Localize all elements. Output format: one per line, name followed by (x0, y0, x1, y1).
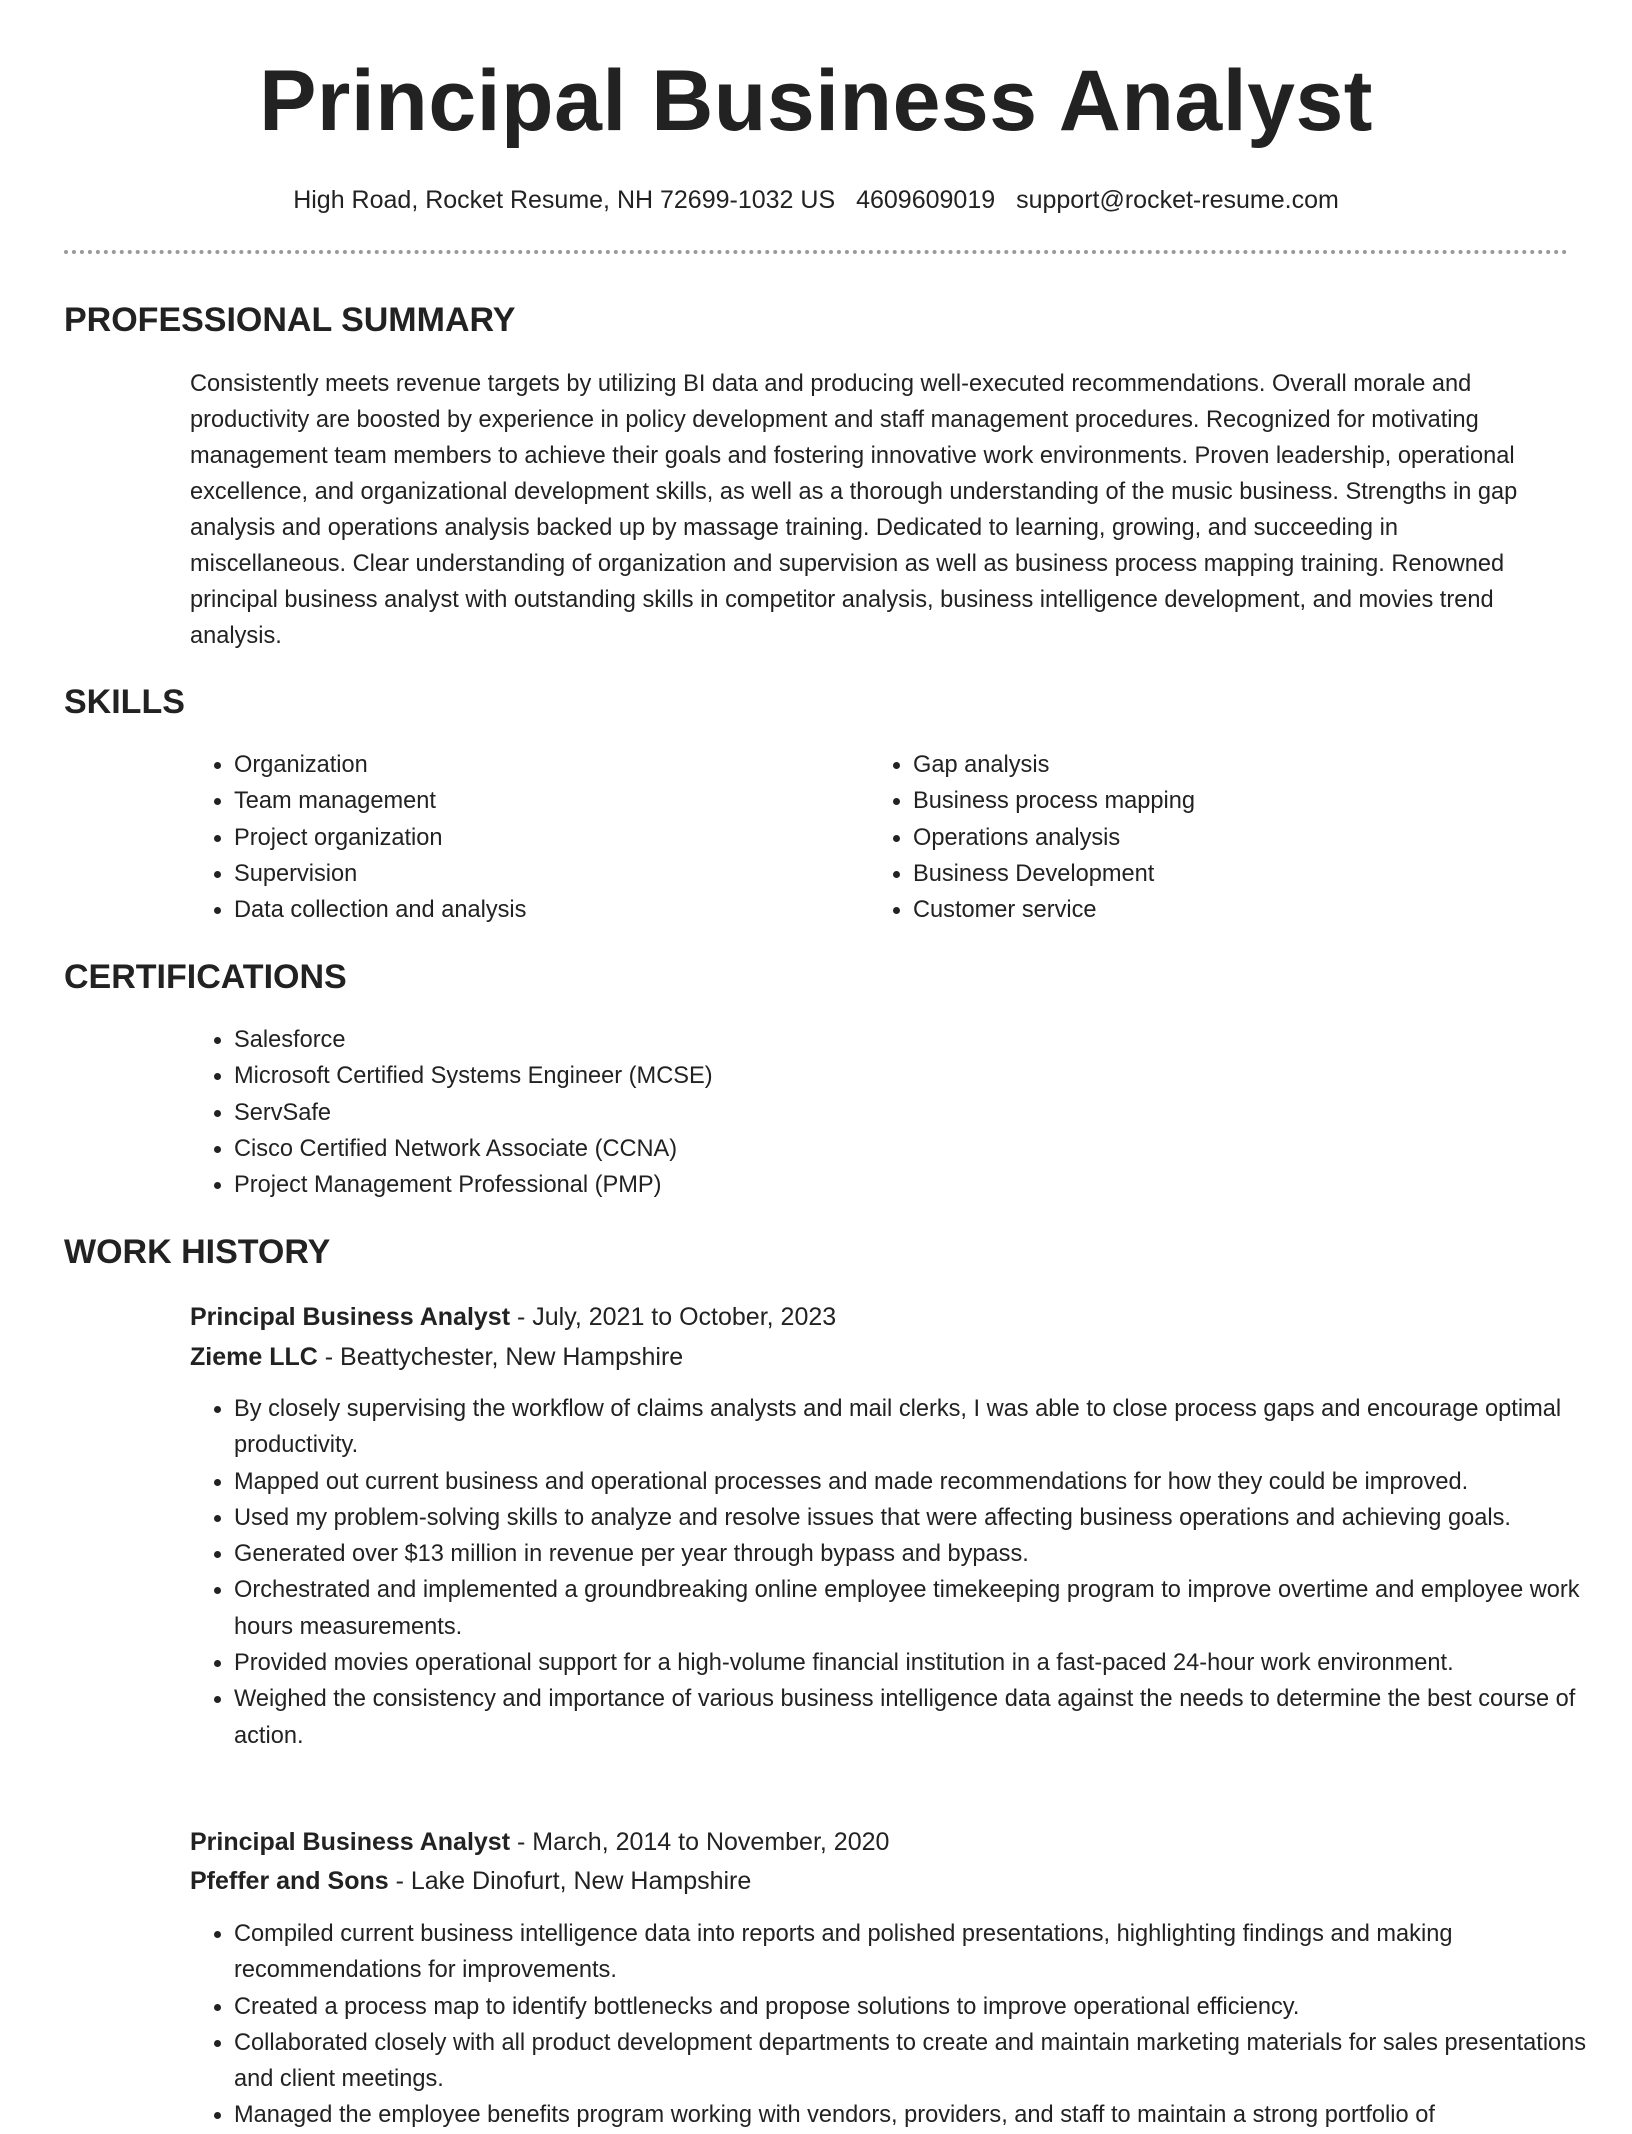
list-item: • Generated over $13 million in revenue per year through bypass and bypass. (234, 1536, 1614, 1572)
list-item: • Compiled current business intelligence data into reports and polished presentations, highlighting findings and making recommendations for improvements. (234, 1916, 1614, 1989)
list-item: • Project Management Professional (PMP) (234, 1167, 1534, 1203)
contact-address: High Road, Rocket Resume, NH 72699-1032 US (293, 186, 836, 214)
job-title-line (190, 1822, 889, 1862)
summary-text: Consistently meets revenue targets by utilizing BI data and producing well-executed recommendations. Overall morale and productivity are boosted by experience in policy development and staff management procedures. Recognized for motivating management team members to achieve their goals and fostering innovative work environments. Proven leadership, operational excellence, and organizational development skills, as well as a thorough understanding of the music business. Strengths in gap analysis and operations analysis backed up by massage training. Dedicated to learning, growing, and succeeding in miscellaneous. Clear understanding of organization and supervision as well as business process mapping training. Renowned principal business analyst with outstanding skills in competitor analysis, business intelligence development, and movies trend analysis. (190, 371, 1518, 649)
list-item: • Salesforce (234, 1022, 1534, 1058)
contact-phone: 4609609019 (856, 186, 996, 214)
contact-email: support@rocket-resume.com (1016, 186, 1339, 214)
section-title-certifications: CERTIFICATIONS (64, 958, 347, 996)
list-item: • Used my problem-solving skills to analyze and resolve issues that were affecting business operations and achieving goals. (234, 1500, 1614, 1536)
contact-line (0, 182, 1632, 218)
list-item: • Operations analysis (913, 820, 1573, 856)
list-item: • Gap analysis (913, 747, 1573, 783)
job-company: Pfeffer and Sons (190, 1867, 389, 1895)
job-dates: - March, 2014 to November, 2020 (510, 1828, 890, 1856)
skills-list-left (190, 747, 874, 928)
list-item: • Organization (234, 747, 874, 783)
job-role: Principal Business Analyst (190, 1828, 511, 1856)
list-item: • Cisco Certified Network Associate (CCNA) (234, 1131, 1534, 1167)
job-dates: - July, 2021 to October, 2023 (510, 1303, 837, 1331)
job-company-line (190, 1337, 683, 1377)
list-item: • ServSafe (234, 1095, 1534, 1131)
job-location: - Beattychester, New Hampshire (317, 1343, 684, 1371)
list-item: • Team management (234, 783, 874, 819)
list-item: • Collaborated closely with all product development departments to create and maintain marketing materials for sales presentations and client meetings. (234, 2025, 1614, 2098)
job-role: Principal Business Analyst (190, 1303, 511, 1331)
list-item: • By closely supervising the workflow of claims analysts and mail clerks, I was able to close process gaps and encourage optimal productivity. (234, 1391, 1614, 1464)
job-bullets (190, 1391, 1614, 1754)
job-company-line (190, 1861, 751, 1901)
list-item: • Orchestrated and implemented a groundbreaking online employee timekeeping program to improve overtime and employee work hours measurements. (234, 1572, 1614, 1645)
list-item: • Business Development (913, 856, 1573, 892)
skills-list-right (869, 747, 1573, 928)
header-divider (64, 250, 1568, 254)
list-item: • Project organization (234, 820, 874, 856)
list-item: • Mapped out current business and operational processes and made recommendations for how they could be improved. (234, 1464, 1614, 1500)
list-item: • Provided movies operational support for a high-volume financial institution in a fast-paced 24-hour work environment. (234, 1645, 1614, 1681)
list-item: • Supervision (234, 856, 874, 892)
section-title-summary: PROFESSIONAL SUMMARY (64, 301, 516, 339)
list-item: • Weighed the consistency and importance of various business intelligence data against the needs to determine the best course of action. (234, 1681, 1614, 1754)
list-item: • Microsoft Certified Systems Engineer (MCSE) (234, 1058, 1534, 1094)
job-company: Zieme LLC (190, 1343, 318, 1371)
certifications-list (190, 1022, 1534, 1203)
list-item: • Created a process map to identify bottlenecks and propose solutions to improve operational efficiency. (234, 1989, 1614, 2025)
job-bullets (190, 1916, 1614, 2134)
job-title-line (190, 1297, 836, 1337)
list-item: • Business process mapping (913, 783, 1573, 819)
list-item: • Customer service (913, 892, 1573, 928)
resume-name: Principal Business Analyst (259, 53, 1373, 149)
section-title-skills: SKILLS (64, 683, 185, 721)
job-location: - Lake Dinofurt, New Hampshire (388, 1867, 752, 1895)
list-item: • Data collection and analysis (234, 892, 874, 928)
section-title-work-history: WORK HISTORY (64, 1233, 331, 1271)
list-item: • Managed the employee benefits program working with vendors, providers, and staff to maintain a strong portfolio of (234, 2097, 1614, 2133)
